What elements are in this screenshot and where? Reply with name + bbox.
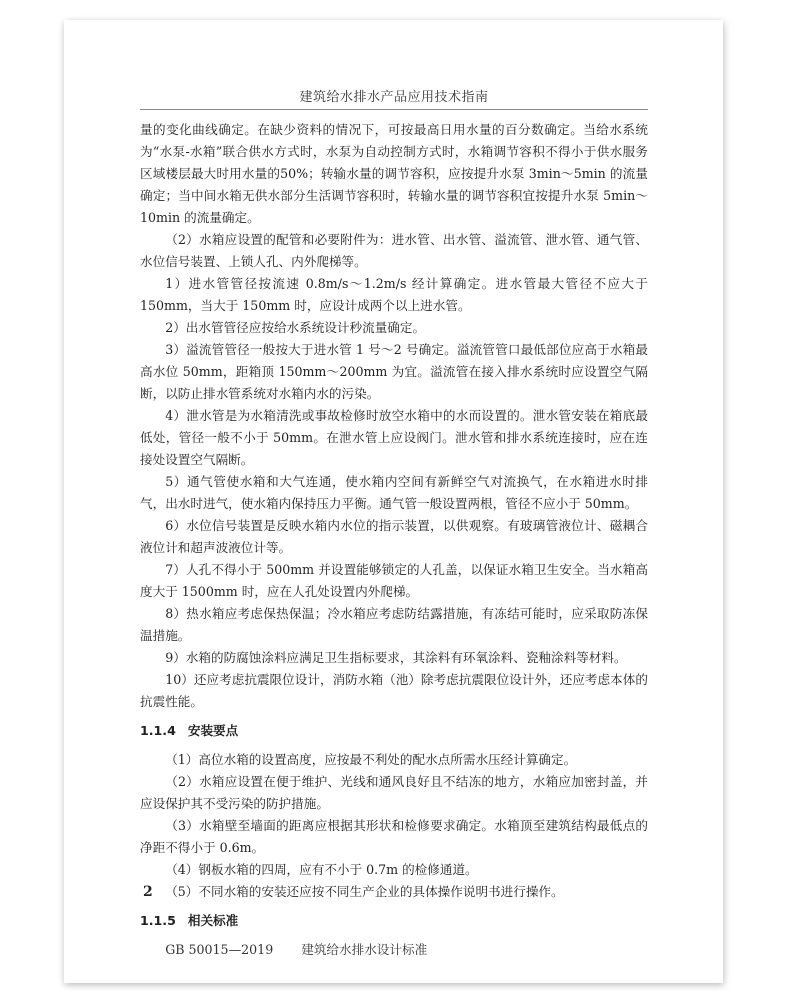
installation-item: （1）高位水箱的设置高度，应按最不利处的配水点所需水压经计算确定。 bbox=[165, 752, 577, 767]
paragraph-continuation: 量的变化曲线确定。在缺少资料的情况下，可按最高日用水量的百分数确定。当给水系统为“水泵-水箱”联合供水方式时，水泵为自动控制方式时，水箱调节容积不得小于供水服务区域楼层最大时用水量的50%；转输水量的调节容积，应按提升水泵 3min～5min 的流量确定；当中间水箱无供水部分生活调节容积时，转输水量的调节容积宜按提升水泵 5min～10min 的流量确定。 bbox=[140, 122, 648, 225]
paragraph-item: 7）人孔不得小于 500mm 并设置能够锁定的人孔盖，以保证水箱卫生安全。当水箱高度大于 1500mm 时，应在人孔处设置内外爬梯。 bbox=[140, 562, 648, 599]
document-page bbox=[64, 20, 723, 983]
standard-code: GB 50015—2019 bbox=[165, 942, 274, 957]
paragraph-item: 5）通气管使水箱和大气连通，使水箱内空间有新鲜空气对流换气，在水箱进水时排气，出水时进气，使水箱内保持压力平衡。通气管一般设置两根，管径不应小于 50mm。 bbox=[140, 474, 648, 511]
paragraph-item: 2）出水管管径应按给水系统设计秒流量确定。 bbox=[165, 320, 426, 335]
page-content bbox=[140, 119, 648, 961]
header-rule bbox=[140, 109, 648, 110]
page-number: 2 bbox=[143, 884, 153, 900]
section-number: 1.1.5 bbox=[140, 913, 176, 928]
section-title: 安装要点 bbox=[187, 723, 239, 738]
paragraph-item: 3）溢流管管径一般按大于进水管 1 号～2 号确定。溢流管管口最低部位应高于水箱最高水位 50mm，距箱顶 150mm～200mm 为宜。溢流管在接入排水系统时应设置空气隔断，以防止排水管系统对水箱内水的污染。 bbox=[140, 342, 648, 401]
paragraph-item: 4）泄水管是为水箱清洗或事故检修时放空水箱中的水而设置的。泄水管安装在箱底最低处，管径一般不小于 50mm。在泄水管上应设阀门。泄水管和排水系统连接时，应在连接处设置空气隔断。 bbox=[140, 408, 648, 467]
standard-name: 建筑给水排水设计标准 bbox=[301, 942, 428, 957]
section-heading-1-1-5 bbox=[140, 910, 648, 932]
paragraph-item: 9）水箱的防腐蚀涂料应满足卫生指标要求，其涂料有环氧涂料、瓷釉涂料等材料。 bbox=[165, 650, 627, 665]
standard-entry bbox=[140, 939, 648, 961]
paragraph-item: （2）水箱应设置的配管和必要附件为：进水管、出水管、溢流管、泄水管、通气管、水位信号装置、上锁人孔、内外爬梯等。 bbox=[140, 232, 648, 269]
installation-item: （2）水箱应设置在便于维护、光线和通风良好且不结冻的地方，水箱应加密封盖，并应设保护其不受污染的防护措施。 bbox=[140, 774, 648, 811]
paragraph-item: 10）还应考虑抗震限位设计，消防水箱（池）除考虑抗震限位设计外，还应考虑本体的抗震性能。 bbox=[140, 672, 648, 709]
section-title: 相关标准 bbox=[187, 913, 239, 928]
paragraph-item: 8）热水箱应考虑保热保温；冷水箱应考虑防结露措施，有冻结可能时，应采取防冻保温措施。 bbox=[140, 606, 648, 643]
section-number: 1.1.4 bbox=[140, 723, 176, 738]
section-heading-1-1-4 bbox=[140, 720, 648, 742]
installation-item: （3）水箱壁至墙面的距离应根据其形状和检修要求确定。水箱顶至建筑结构最低点的净距不得小于 0.6m。 bbox=[140, 818, 648, 855]
paragraph-item: 6）水位信号装置是反映水箱内水位的指示装置，以供观察。有玻璃管液位计、磁耦合液位计和超声波液位计等。 bbox=[140, 518, 648, 555]
running-header-title: 建筑给水排水产品应用技术指南 bbox=[299, 90, 489, 105]
installation-item: （4）钢板水箱的四周，应有不小于 0.7m 的检修通道。 bbox=[165, 862, 478, 877]
paragraph-item: 1）进水管管径按流速 0.8m/s～1.2m/s 经计算确定。进水管最大管径不应大于 150mm，当大于 150mm 时，应设计成两个以上进水管。 bbox=[140, 276, 648, 313]
installation-item: （5）不同水箱的安装还应按不同生产企业的具体操作说明书进行操作。 bbox=[165, 884, 564, 899]
